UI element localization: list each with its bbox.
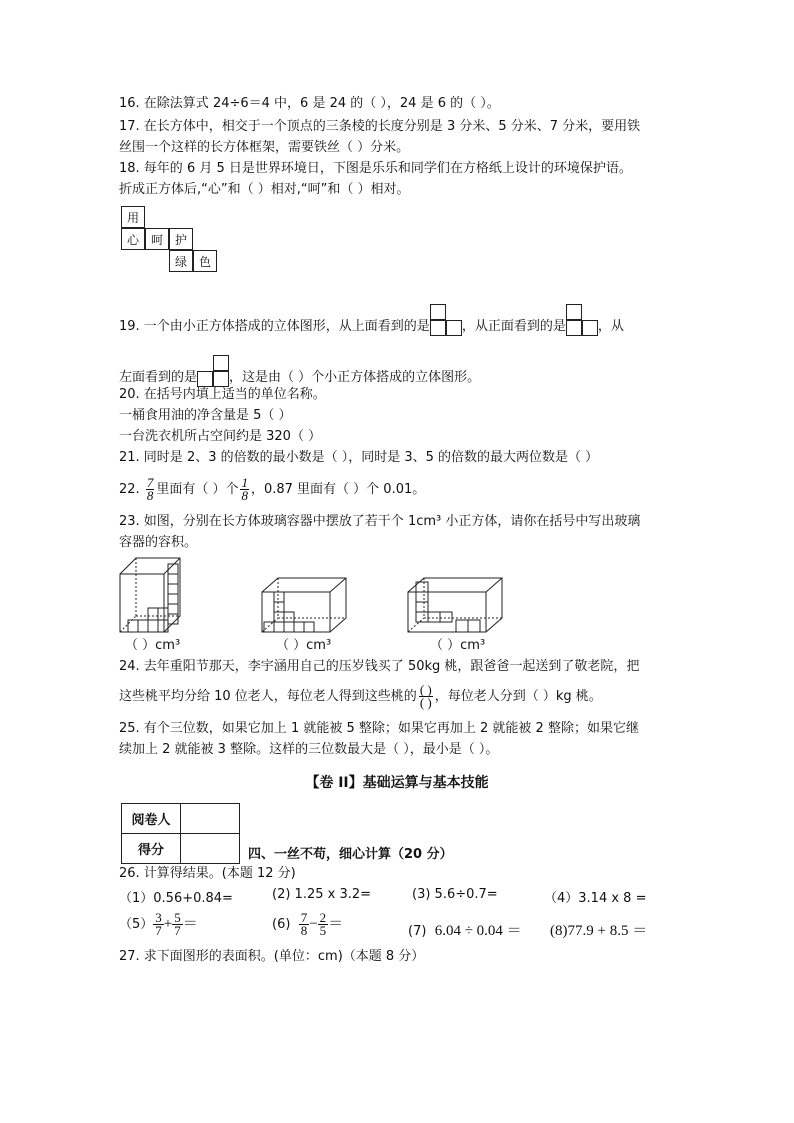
blank-fraction: $\frac{( )}{( )}$ (419, 682, 432, 710)
question-19-line1 (119, 304, 624, 336)
fraction-7-8: $\frac{7}{8}$ (146, 475, 154, 503)
score-cell[interactable] (181, 834, 240, 864)
grader-cell[interactable] (181, 804, 240, 834)
question-17-line1: 17. 在长方体中，相交于一个顶点的三条棱的长度分别是 3 分米、5 分米、7 分米，要用铁 (119, 119, 641, 134)
container-figure-2 (260, 576, 350, 636)
question-25-line2: 续加上 2 就能被 3 整除。这样的三位数最大是（ ），最小是（ ）。 (119, 742, 499, 757)
container-figure-3 (406, 576, 506, 636)
left-view-figure (197, 355, 229, 387)
question-25-line1: 25. 有个三位数，如果它加上 1 就能被 5 整除；如果它再加上 2 就能被 2 整除；如果它继 (119, 721, 639, 736)
calc-3: (3) 5.6÷0.7= (412, 887, 498, 902)
q22-text1: 里面有（ ）个 (156, 482, 239, 497)
section-4-heading: 四、一丝不苟，细心计算（20 分） (248, 847, 453, 862)
score-label: 得分 (122, 834, 181, 864)
q19-text-e: ，这是由（ ）个小正方体搭成的立体图形。 (229, 370, 481, 385)
container-label-1: （ ）cm³ (125, 638, 181, 653)
question-20-item2: 一台洗衣机所占空间约是 320（ ） (119, 429, 322, 444)
net-cell: 用 (121, 206, 145, 228)
grader-label: 阅卷人 (122, 804, 181, 834)
q19-text-c: ，从 (597, 319, 624, 334)
calc-6: (6) $\frac{7}{8}$ − $\frac{2}{5}$ ＝ (272, 910, 344, 938)
question-22 (119, 475, 425, 505)
score-table (121, 803, 240, 864)
q22-number: 22. (119, 482, 140, 497)
net-cell: 呵 (145, 228, 169, 250)
question-26: 26. 计算得结果。(本题 12 分) (119, 866, 296, 881)
question-17-line2: 丝围一个这样的长方体框架，需要铁丝（ ）分米。 (119, 140, 410, 155)
question-18-line1: 18. 每年的 6 月 5 日是世界环境日，下图是乐乐和同学们在方格纸上设计的环境保护语。 (119, 161, 632, 176)
calc-2: (2) 1.25 x 3.2= (272, 887, 372, 902)
calc-4: （4）3.14 x 8 = (544, 891, 647, 906)
q22-text2: ，0.87 里面有（ ）个 0.01。 (250, 482, 426, 497)
calc-1: （1）0.56+0.84= (119, 891, 233, 906)
question-23-line2: 容器的容积。 (119, 535, 198, 550)
q19-text-a: 19. 一个由小正方体搭成的立体图形，从上面看到的是 (119, 319, 430, 334)
calc-7: (7) 6.04 ÷ 0.04 ＝ (408, 923, 522, 939)
container-label-2: （ ）cm³ (276, 638, 332, 653)
q24-text-b: 这些桃平均分给 10 位老人，每位老人得到这些桃的 (119, 689, 417, 704)
question-20: 20. 在括号内填上适当的单位名称。 (119, 387, 326, 402)
q19-text-b: ，从正面看到的是 (461, 319, 566, 334)
front-view-figure (566, 304, 598, 336)
question-16: 16. 在除法算式 24÷6＝4 中，6 是 24 的（ ），24 是 6 的（ ）。 (119, 96, 500, 111)
q19-text-d: 左面看到的是 (119, 370, 198, 385)
question-19-line2 (119, 355, 480, 387)
calc-5: （5） $\frac{3}{7}$ + $\frac{5}{7}$ ＝ (119, 910, 198, 938)
container-figure-1 (118, 556, 188, 636)
net-cell: 心 (121, 228, 145, 250)
question-23-line1: 23. 如图，分别在长方体玻璃容器中摆放了若干个 1cm³ 小正方体，请你在括号中写出玻璃 (119, 514, 641, 529)
top-view-figure (430, 304, 462, 336)
net-cell: 色 (193, 250, 217, 272)
q24-text-c: ，每位老人分到（ ）kg 桃。 (434, 689, 602, 704)
calc-8: (8)77.9 + 8.5 ＝ (550, 923, 648, 939)
fraction-1-8: $\frac{1}{8}$ (241, 475, 248, 503)
question-24-line2 (119, 681, 602, 713)
question-21: 21. 同时是 2、3 的倍数的最小数是（ ），同时是 3、5 的倍数的最大两位数是（ ） (119, 450, 599, 465)
question-27: 27. 求下面图形的表面积。(单位：cm)（本题 8 分） (119, 949, 425, 964)
net-cell: 护 (169, 228, 193, 250)
section-title: 【卷 II】基础运算与基本技能 (305, 775, 489, 791)
question-24-line1: 24. 去年重阳节那天，李宇涵用自己的压岁钱买了 50kg 桃，跟爸爸一起送到了敬老院，把 (119, 659, 640, 674)
question-20-item1: 一桶食用油的净含量是 5（ ） (119, 408, 292, 423)
question-18-line2: 折成正方体后,“心”和（ ）相对,“呵”和（ ）相对。 (119, 182, 410, 197)
net-cell: 绿 (169, 250, 193, 272)
container-label-3: （ ）cm³ (430, 638, 486, 653)
